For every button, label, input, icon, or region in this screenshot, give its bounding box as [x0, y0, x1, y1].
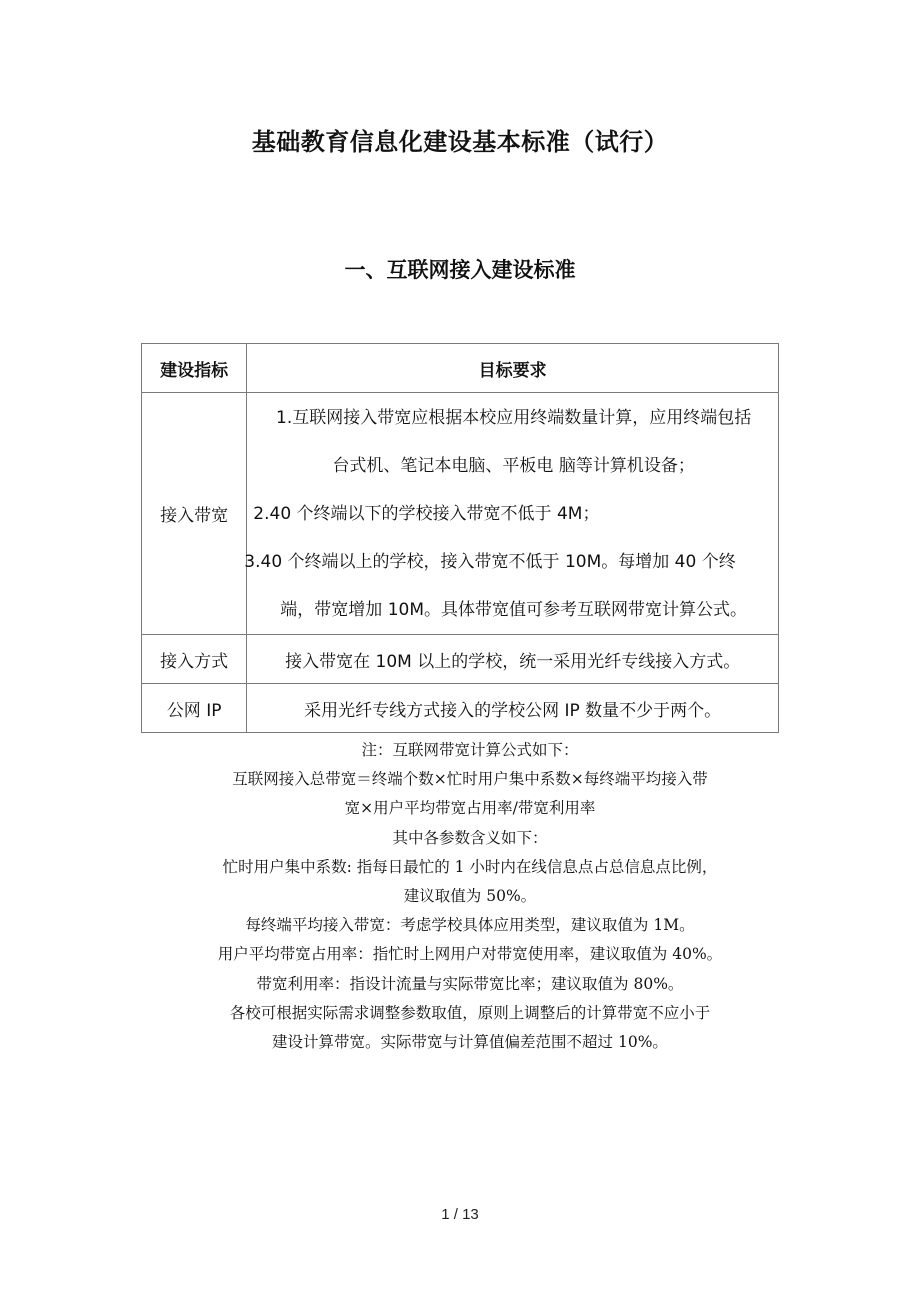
requirement-line: 台式机、笔记本电脑、平板电 脑等计算机设备； [332, 455, 695, 476]
table-row [142, 684, 779, 733]
parameters-heading: 其中各参数含义如下： [392, 828, 548, 847]
requirement-line: 端，带宽增加 10M。具体带宽值可参考互联网带宽计算公式。 [280, 599, 747, 620]
header-requirement: 目标要求 [247, 344, 779, 393]
table-row [142, 393, 779, 635]
note-heading: 注：互联网带宽计算公式如下： [361, 741, 579, 759]
indicator-cell: 接入带宽 [142, 393, 247, 635]
adjustment-line: 建设计算带宽。实际带宽与计算值偏差范围不超过 10%。 [272, 1033, 668, 1052]
page-number: 1 / 13 [441, 1206, 479, 1223]
parameter-line: 忙时用户集中系数: 指每日最忙的 1 小时内在线信息点占总信息点比例， [222, 857, 718, 876]
parameter-line: 带宽利用率：指设计流量与实际带宽比率；建议取值为 80%。 [256, 974, 684, 993]
parameter-line: 用户平均带宽占用率：指忙时上网用户对带宽使用率，建议取值为 40%。 [217, 945, 723, 964]
indicator-cell: 公网 IP [142, 684, 247, 733]
table-header-row [142, 344, 779, 393]
requirement-list [244, 394, 778, 634]
section-title: 一、互联网接入建设标准 [344, 258, 576, 282]
formula-notes [160, 736, 780, 1057]
formula-line: 宽×用户平均带宽占用率/带宽利用率 [344, 799, 596, 818]
table-row [142, 635, 779, 684]
indicator-cell: 接入方式 [142, 635, 247, 684]
parameter-line: 建议取值为 50%。 [403, 887, 537, 906]
requirement-line: 3.40 个终端以上的学校，接入带宽不低于 10M。每增加 40 个终 [244, 551, 736, 572]
requirement-cell [244, 393, 779, 635]
requirement-line: 1.互联网接入带宽应根据本校应用终端数量计算，应用终端包括 [276, 407, 752, 428]
requirement-line: 2.40 个终端以下的学校接入带宽不低于 4M； [253, 503, 600, 524]
adjustment-line: 各校可根据实际需求调整参数取值，原则上调整后的计算带宽不应小于 [229, 1003, 711, 1022]
formula-line: 互联网接入总带宽＝终端个数×忙时用户集中系数×每终端平均接入带 [232, 770, 708, 789]
requirement-cell: 采用光纤专线方式接入的学校公网 IP 数量不少于两个。 [247, 684, 779, 733]
parameter-line: 每终端平均接入带宽：考虑学校具体应用类型，建议取值为 1M。 [245, 916, 695, 935]
standards-table [141, 343, 779, 733]
header-indicator: 建设指标 [142, 344, 247, 393]
requirement-cell: 接入带宽在 10M 以上的学校，统一采用光纤专线接入方式。 [247, 635, 779, 684]
document-title: 基础教育信息化建设基本标准（试行） [251, 127, 669, 156]
